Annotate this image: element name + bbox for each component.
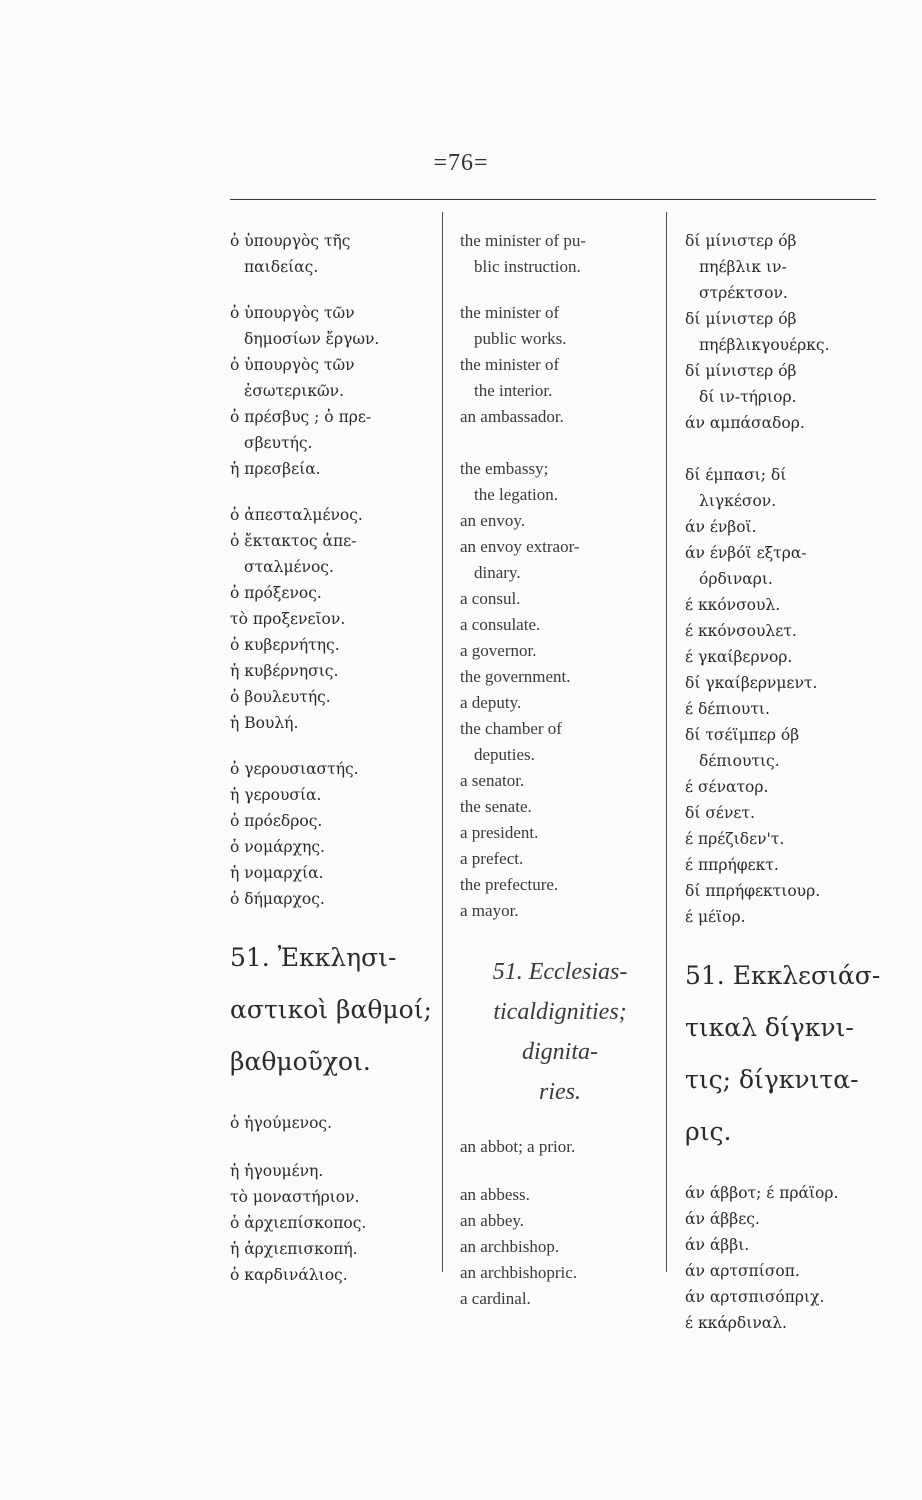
entry-line: the government. — [460, 667, 571, 686]
entry-line: ὁ γερουσιαστής. — [230, 760, 359, 778]
entry-line: παιδείας. — [244, 258, 319, 276]
entry-line: the senate. — [460, 797, 532, 816]
english-column — [460, 228, 660, 1312]
section-heading-line: ries. — [539, 1079, 581, 1105]
dictionary-entry — [685, 1232, 885, 1258]
entry-line: δί ππρήφεκτιουρ. — [685, 882, 821, 900]
entry-line: δί μίνιστερ όβ — [685, 310, 797, 328]
dictionary-entry — [685, 904, 885, 930]
entry-line: ὁ ἔκτακτος ἀπε- — [230, 532, 357, 550]
dictionary-entry — [460, 872, 660, 898]
entry-line: δί μίνιστερ όβ — [685, 232, 797, 250]
dictionary-entry — [685, 618, 885, 644]
column-divider-left — [442, 212, 443, 1272]
entry-line: ἡ ἡγουμένη. — [230, 1162, 324, 1180]
entry-line: άν αρτσπίσοπ. — [685, 1262, 800, 1280]
dictionary-entry — [685, 410, 885, 436]
entry-line: ὁ ἡγούμενος. — [230, 1114, 333, 1132]
entry-line: a prefect. — [460, 849, 524, 868]
entry-line: δί σένετ. — [685, 804, 755, 822]
dictionary-entry — [460, 586, 660, 612]
dictionary-entry — [460, 612, 660, 638]
dictionary-entry — [230, 834, 435, 860]
dictionary-entry — [230, 1236, 435, 1262]
entry-line: σταλμένος. — [244, 558, 334, 576]
dictionary-entry — [460, 1286, 660, 1312]
entry-line: δί έμπασι; δί — [685, 466, 787, 484]
dictionary-entry — [230, 606, 435, 632]
dictionary-entry — [230, 1184, 435, 1210]
entry-line: ἡ κυβέρνησις. — [230, 662, 339, 680]
entry-line: πηέβλικ ιν- — [699, 258, 787, 276]
dictionary-entry — [685, 306, 885, 358]
dictionary-entry — [230, 684, 435, 710]
section-heading-line: dignita- — [522, 1039, 598, 1065]
page-number: =76= — [433, 150, 489, 176]
entry-line: ὁ πρόεδρος. — [230, 812, 323, 830]
entry-line: a cardinal. — [460, 1289, 531, 1308]
entry-line: an ambassador. — [460, 407, 564, 426]
entry-line: ὁ ὑπουργὸς τῆς — [230, 232, 351, 250]
dictionary-entry — [230, 352, 435, 404]
dictionary-entry — [685, 462, 885, 514]
dictionary-entry — [230, 580, 435, 606]
entry-line: ἡ ἀρχιεπισκοπή. — [230, 1240, 358, 1258]
section-heading-line: αστικοὶ βαθμοί; — [230, 995, 432, 1024]
entry-line: πηέβλικγουέρκς. — [699, 336, 830, 354]
dictionary-entry — [685, 644, 885, 670]
dictionary-entry — [230, 658, 435, 684]
dictionary-entry — [685, 826, 885, 852]
dictionary-entry — [460, 1234, 660, 1260]
dictionary-entry — [230, 782, 435, 808]
entry-line: a president. — [460, 823, 539, 842]
dictionary-entry — [460, 456, 660, 508]
dictionary-entry — [460, 820, 660, 846]
entry-line: the chamber of — [460, 719, 562, 738]
entry-line: άν αμπάσαδορ. — [685, 414, 805, 432]
entry-line: λιγκέσον. — [699, 492, 777, 510]
section-heading-line: ρις. — [685, 1117, 732, 1146]
section-heading-line: ticaldignities; — [493, 999, 627, 1025]
dictionary-entry — [685, 228, 885, 306]
entry-line: όρδιναρι. — [699, 570, 773, 588]
entry-line: ὁ ἀρχιεπίσκοπος. — [230, 1214, 367, 1232]
dictionary-entry — [460, 352, 660, 404]
entry-line: άν ένβοϊ. — [685, 518, 757, 536]
entry-line: a mayor. — [460, 901, 519, 920]
dictionary-entry — [230, 1210, 435, 1236]
entry-line: ἐσωτερικῶν. — [244, 382, 345, 400]
entry-line: ὁ ἀπεσταλμένος. — [230, 506, 363, 524]
entry-line: έ πρέζιδεν'τ. — [685, 830, 785, 848]
entry-line: δημοσίων ἔργων. — [244, 330, 380, 348]
dictionary-entry — [685, 514, 885, 540]
entry-line: an envoy. — [460, 511, 525, 530]
entry-line: a governor. — [460, 641, 537, 660]
entry-line: άν άββοτ; έ πράϊορ. — [685, 1184, 839, 1202]
entry-line: a deputy. — [460, 693, 522, 712]
entry-line: a senator. — [460, 771, 525, 790]
entry-line: δέπιουτις. — [699, 752, 780, 770]
entry-line: έ γκαίβερνορ. — [685, 648, 793, 666]
entry-line: the minister of pu- — [460, 231, 587, 250]
entry-line: an abbot; a prior. — [460, 1137, 576, 1156]
entry-line: ὁ δήμαρχος. — [230, 890, 325, 908]
entry-line: σβευτής. — [244, 434, 313, 452]
dictionary-entry — [230, 886, 435, 912]
entry-line: an abbess. — [460, 1185, 530, 1204]
dictionary-entry — [685, 1180, 885, 1206]
dictionary-entry — [685, 852, 885, 878]
dictionary-entry — [460, 794, 660, 820]
entry-line: δί τσέϊμπερ όβ — [685, 726, 800, 744]
entry-line: an abbey. — [460, 1211, 525, 1230]
dictionary-entry — [230, 456, 435, 482]
dictionary-entry — [460, 1182, 660, 1208]
entry-line: ὁ ὑπουργὸς τῶν — [230, 356, 355, 374]
entry-line: ὁ νομάρχης. — [230, 838, 325, 856]
entry-line: the minister of — [460, 303, 560, 322]
entry-line: a consul. — [460, 589, 521, 608]
entry-line: ὁ βουλευτής. — [230, 688, 331, 706]
dictionary-entry — [685, 800, 885, 826]
entry-line: an envoy extraor- — [460, 537, 580, 556]
entry-line: έ δέπιουτι. — [685, 700, 770, 718]
dictionary-entry — [460, 508, 660, 534]
section-heading-line: τις; δίγκνιτα- — [685, 1065, 859, 1094]
dictionary-entry — [685, 878, 885, 904]
entry-line: δί γκαίβερνμεντ. — [685, 674, 818, 692]
dictionary-entry — [230, 632, 435, 658]
entry-line: ἡ Βουλή. — [230, 714, 299, 732]
section-heading-line: 51. Ecclesias- — [492, 959, 628, 985]
dictionary-entry — [460, 300, 660, 352]
entry-line: έ μέϊορ. — [685, 908, 746, 926]
entry-line: the minister of — [460, 355, 560, 374]
dictionary-entry — [230, 1158, 435, 1184]
section-heading — [230, 932, 435, 1088]
section-heading — [460, 944, 660, 1112]
dictionary-entry — [685, 722, 885, 774]
section-heading — [685, 950, 885, 1158]
entry-line: dinary. — [474, 563, 521, 582]
entry-line: an archbishop. — [460, 1237, 560, 1256]
entry-line: the interior. — [474, 381, 553, 400]
dictionary-entry — [230, 404, 435, 456]
entry-line: έ κκόνσουλ. — [685, 596, 781, 614]
dictionary-entry — [460, 1260, 660, 1286]
dictionary-entry — [460, 404, 660, 430]
entry-line: blic instruction. — [474, 257, 581, 276]
entry-line: έ κκάρδιναλ. — [685, 1314, 787, 1332]
entry-line: a consulate. — [460, 615, 541, 634]
dictionary-entry — [230, 1262, 435, 1288]
entry-line: an archbishopric. — [460, 1263, 578, 1282]
dictionary-entry — [685, 670, 885, 696]
entry-line: ὁ κυβερνήτης. — [230, 636, 340, 654]
dictionary-entry — [230, 808, 435, 834]
entry-line: δί μίνιστερ όβ — [685, 362, 797, 380]
column-divider-right — [666, 212, 667, 1272]
dictionary-entry — [685, 696, 885, 722]
entry-line: ὁ ὑπουργὸς τῶν — [230, 304, 355, 322]
dictionary-entry — [460, 768, 660, 794]
entry-line: άν αρτσπισόπριχ. — [685, 1288, 825, 1306]
dictionary-entry — [460, 898, 660, 924]
dictionary-entry — [685, 1310, 885, 1336]
dictionary-entry — [685, 1206, 885, 1232]
dictionary-entry — [460, 638, 660, 664]
entry-line: στρέκτσον. — [699, 284, 788, 302]
entry-line: έ ππρήφεκτ. — [685, 856, 779, 874]
entry-line: έ κκόνσουλετ. — [685, 622, 797, 640]
entry-line: τὸ μοναστήριον. — [230, 1188, 360, 1206]
entry-line: έ σένατορ. — [685, 778, 769, 796]
dictionary-entry — [460, 1208, 660, 1234]
dictionary-entry — [685, 540, 885, 592]
entry-line: public works. — [474, 329, 567, 348]
dictionary-entry — [460, 846, 660, 872]
entry-line: the embassy; — [460, 459, 549, 478]
dictionary-entry — [230, 1110, 435, 1136]
entry-line: άν ένβόϊ εξτρα- — [685, 544, 807, 562]
section-heading-line: 51. Εκκλεσιάσ- — [685, 961, 881, 990]
pronunciation-column — [685, 228, 885, 1336]
entry-line: the prefecture. — [460, 875, 559, 894]
entry-line: δί ιν-τήριορ. — [699, 388, 797, 406]
entry-line: ἡ νομαρχία. — [230, 864, 324, 882]
entry-line: ἡ πρεσβεία. — [230, 460, 321, 478]
dictionary-entry — [685, 1284, 885, 1310]
dictionary-entry — [685, 592, 885, 618]
dictionary-entry — [230, 528, 435, 580]
entry-line: ὁ πρέσβυς ; ὁ πρε- — [230, 408, 372, 426]
dictionary-entry — [460, 716, 660, 768]
entry-line: ὁ καρδινάλιος. — [230, 1266, 348, 1284]
dictionary-entry — [230, 860, 435, 886]
dictionary-entry — [685, 1258, 885, 1284]
entry-line: deputies. — [474, 745, 535, 764]
dictionary-entry — [460, 1134, 660, 1160]
section-heading-line: 51. Ἐκκλησι- — [230, 943, 397, 972]
greek-column — [230, 228, 435, 1288]
dictionary-entry — [230, 228, 435, 280]
entry-line: άν άββες. — [685, 1210, 760, 1228]
dictionary-entry — [230, 300, 435, 352]
dictionary-entry — [230, 710, 435, 736]
dictionary-entry — [230, 756, 435, 782]
dictionary-entry — [460, 228, 660, 280]
dictionary-entry — [460, 534, 660, 586]
dictionary-entry — [685, 358, 885, 410]
entry-line: τὸ προξενεῖον. — [230, 610, 346, 628]
dictionary-entry — [460, 690, 660, 716]
dictionary-entry — [685, 774, 885, 800]
entry-line: ὁ πρόξενος. — [230, 584, 322, 602]
dictionary-entry — [230, 502, 435, 528]
section-heading-line: βαθμοῦχοι. — [230, 1047, 371, 1076]
entry-line: the legation. — [474, 485, 559, 504]
dictionary-entry — [460, 664, 660, 690]
entry-line: άν άββι. — [685, 1236, 750, 1254]
entry-line: ἡ γερουσία. — [230, 786, 322, 804]
section-heading-line: τικαλ δίγκνι- — [685, 1013, 854, 1042]
header-rule — [230, 199, 876, 200]
